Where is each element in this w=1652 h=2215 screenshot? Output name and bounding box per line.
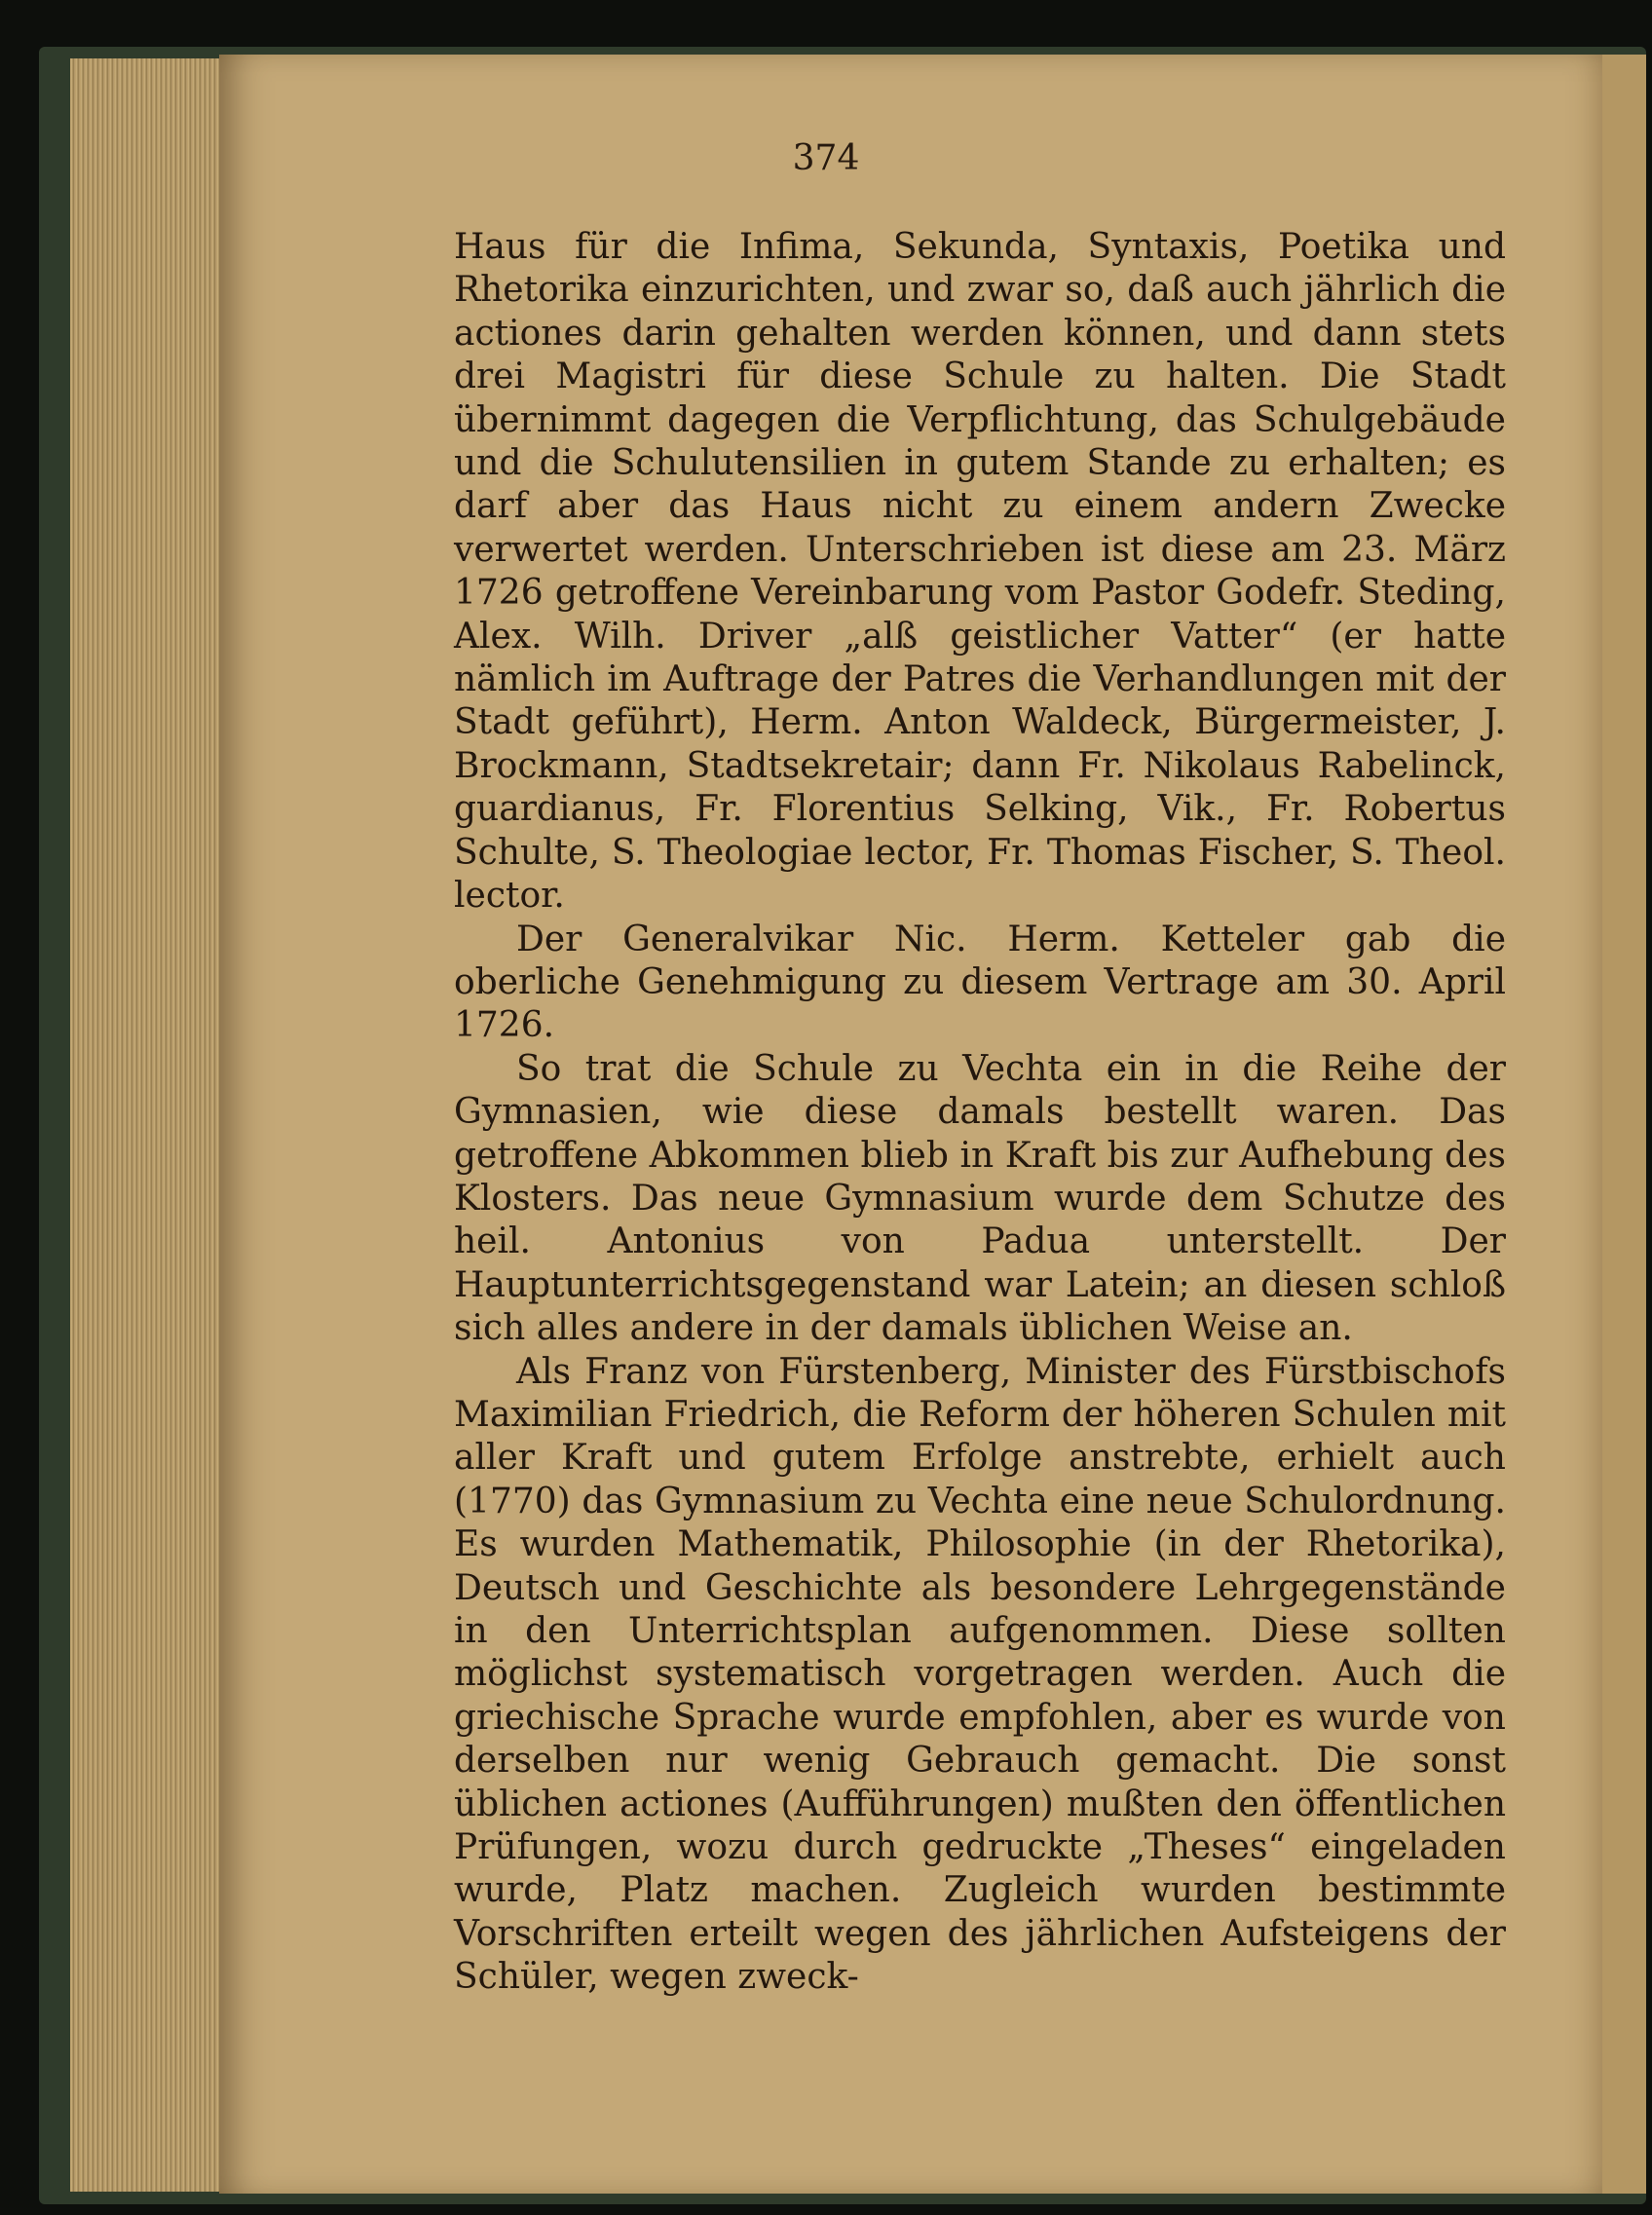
- paragraph: Der Generalvikar Nic. Herm. Ketteler gab die oberliche Genehmigung zu diesem Vertrage am 30. April 1726.: [454, 919, 1506, 1046]
- facing-page-edge: [1602, 55, 1646, 2194]
- page-number: 374: [792, 138, 860, 178]
- page-edges: [70, 58, 236, 2192]
- paragraph: So trat die Schule zu Vechta ein in die Reihe der Gymnasien, wie diese damals bestellt waren. Das getroffene Abkommen blieb in Kraft bis zur Aufhebung des Klosters. Das neue Gymnasium wurde dem Schutze des heil. Antonius von Padua unterstellt. Der Hauptunterrichtsgegenstand war Latein; an diesen schloß sich alles andere in der damals üblichen Weise an.: [454, 1048, 1506, 1349]
- paragraph: Haus für die Infima, Sekunda, Syntaxis, Poetika und Rhetorika einzurichten, und zwar so, daß auch jährlich die actiones darin gehalten werden können, und dann stets drei Magistri für diese Schule zu halten. Die Stadt übernimmt dagegen die Verpflichtung, das Schulgebäude und die Schulutensilien in gutem Stande zu erhalten; es darf aber das Haus nicht zu einem andern Zwecke verwertet werden. Unterschrieben ist diese am 23. März 1726 getroffene Vereinbarung vom Pastor Godefr. Steding, Alex. Wilh. Driver „alß geistlicher Vatter“ (er hatte nämlich im Auftrage der Patres die Verhandlungen mit der Stadt geführt), Herm. Anton Waldeck, Bürgermeister, J. Brockmann, Stadtsekretair; dann Fr. Nikolaus Rabelinck, guardianus, Fr. Florentius Selking, Vik., Fr. Robertus Schulte, S. Theologiae lector, Fr. Thomas Fischer, S. Theol. lector.: [454, 227, 1506, 917]
- body-text: [454, 226, 1506, 2000]
- paragraph: Als Franz von Fürstenberg, Minister des Fürstbischofs Maximilian Friedrich, die Reform der höheren Schulen mit aller Kraft und gutem Erfolge anstrebte, erhielt auch (1770) das Gymnasium zu Vechta eine neue Schulordnung. Es wurden Mathematik, Philosophie (in der Rhetorika), Deutsch und Geschichte als besondere Lehrgegenstände in den Unterrichtsplan aufgenommen. Diese sollten möglichst systematisch vorgetragen werden. Auch die griechische Sprache wurde empfohlen, aber es wurde von derselben nur wenig Gebrauch gemacht. Die sonst üblichen actiones (Aufführungen) mußten den öffentlichen Prüfungen, wozu durch gedruckte „Theses“ eingeladen wurde, Platz machen. Zugleich wurden bestimmte Vorschriften erteilt wegen des jährlichen Aufsteigens der Schüler, wegen zweck-: [454, 1351, 1506, 1998]
